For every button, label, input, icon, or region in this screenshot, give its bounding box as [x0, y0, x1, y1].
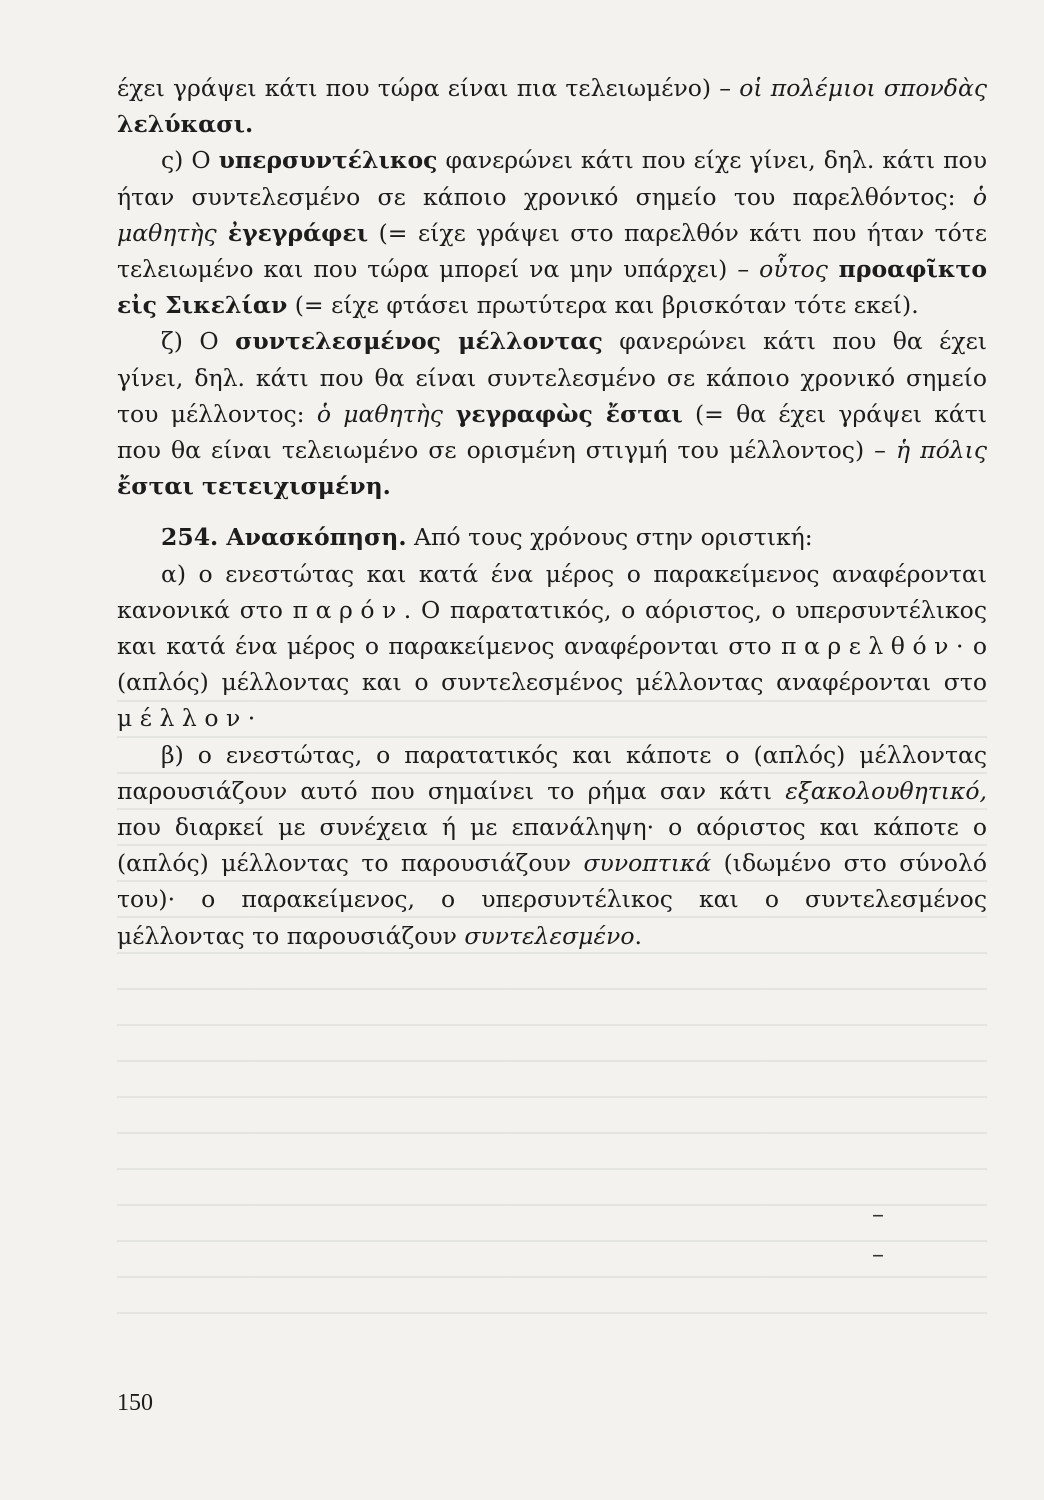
- page-number: 150: [117, 1390, 153, 1416]
- margin-mark: –: [872, 1240, 884, 1268]
- margin-mark: –: [872, 1200, 884, 1228]
- paragraph-pluperfect: ς) Ο υπερσυντέλικος φανερώνει κάτι που είχε γίνει, δηλ. κάτι που ήταν συντελεσμένο σε κάποιο χρονικό σημείο του παρελθόντος: ὁ μαθητὴς ἐγεγράφει (= είχε γράψει στο παρελθόν κάτι που ήταν τότε τελειωμένο και που τώρα μπορεί να μην υπάρχει) – οὗτος προαφῖκτο εἰς Σικελίαν (= είχε φτάσει πρωτύτερα και βρισκόταν τότε εκεί).: [117, 146, 987, 320]
- section-heading: 254. Ανασκόπηση. Από τους χρόνους στην οριστική:: [161, 523, 813, 552]
- term-future-perfect: συντελεσμένος μέλλοντας: [235, 327, 603, 356]
- section-title: Ανασκόπηση.: [218, 523, 407, 552]
- term-pluperfect: υπερσυντέλικος: [218, 146, 438, 175]
- body-text: [117, 70, 987, 954]
- paragraph-overview-a: α) ο ενεστώτας και κατά ένα μέρος ο παρακείμενος αναφέρονται κανονικά στο παρόν. Ο παρατατικός, ο αόριστος, ο υπερσυντέλικος και κατά ένα μέρος ο παρακείμενος αναφέρονται στο παρελθόν· ο (απλός) μέλλοντας και ο συντελεσμένος μέλλοντας αναφέρονται στο μέλλον·: [117, 559, 988, 733]
- paragraph-continuation: έχει γράψει κάτι που τώρα είναι πια τελειωμένο) – οἱ πολέμιοι σπονδὰς λελύκασι.: [117, 74, 987, 139]
- paragraph-future-perfect: ζ) Ο συντελεσμένος μέλλοντας φανερώνει κάτι που θα έχει γίνει, δηλ. κάτι που θα είναι συντελεσμένο σε κάποιο χρονικό σημείο του μέλλοντος: ὁ μαθητὴς γεγραφὼς ἔσται (= θα έχει γράψει κάτι που θα είναι τελειωμένο σε ορισμένη στιγμή του μέλλοντος) – ἡ πόλις ἔσται τετειχισμένη.: [117, 327, 988, 501]
- section-number: 254.: [161, 523, 219, 552]
- paragraph-overview-b: β) ο ενεστώτας, ο παρατατικός και κάποτε ο (απλός) μέλλοντας παρουσιάζουν αυτό που σημαίνει το ρήμα σαν κάτι εξακολουθητικό, που διαρκεί με συνέχεια ή με επανάληψη· ο αόριστος και κάποτε ο (απλός) μέλλοντας το παρουσιάζουν συνοπτικά (ιδωμένο στο σύνολό του)· ο παρακείμενος, ο υπερσυντέλικος και ο συντελεσμένος μέλλοντας το παρουσιάζουν συντελεσμένο.: [117, 740, 988, 950]
